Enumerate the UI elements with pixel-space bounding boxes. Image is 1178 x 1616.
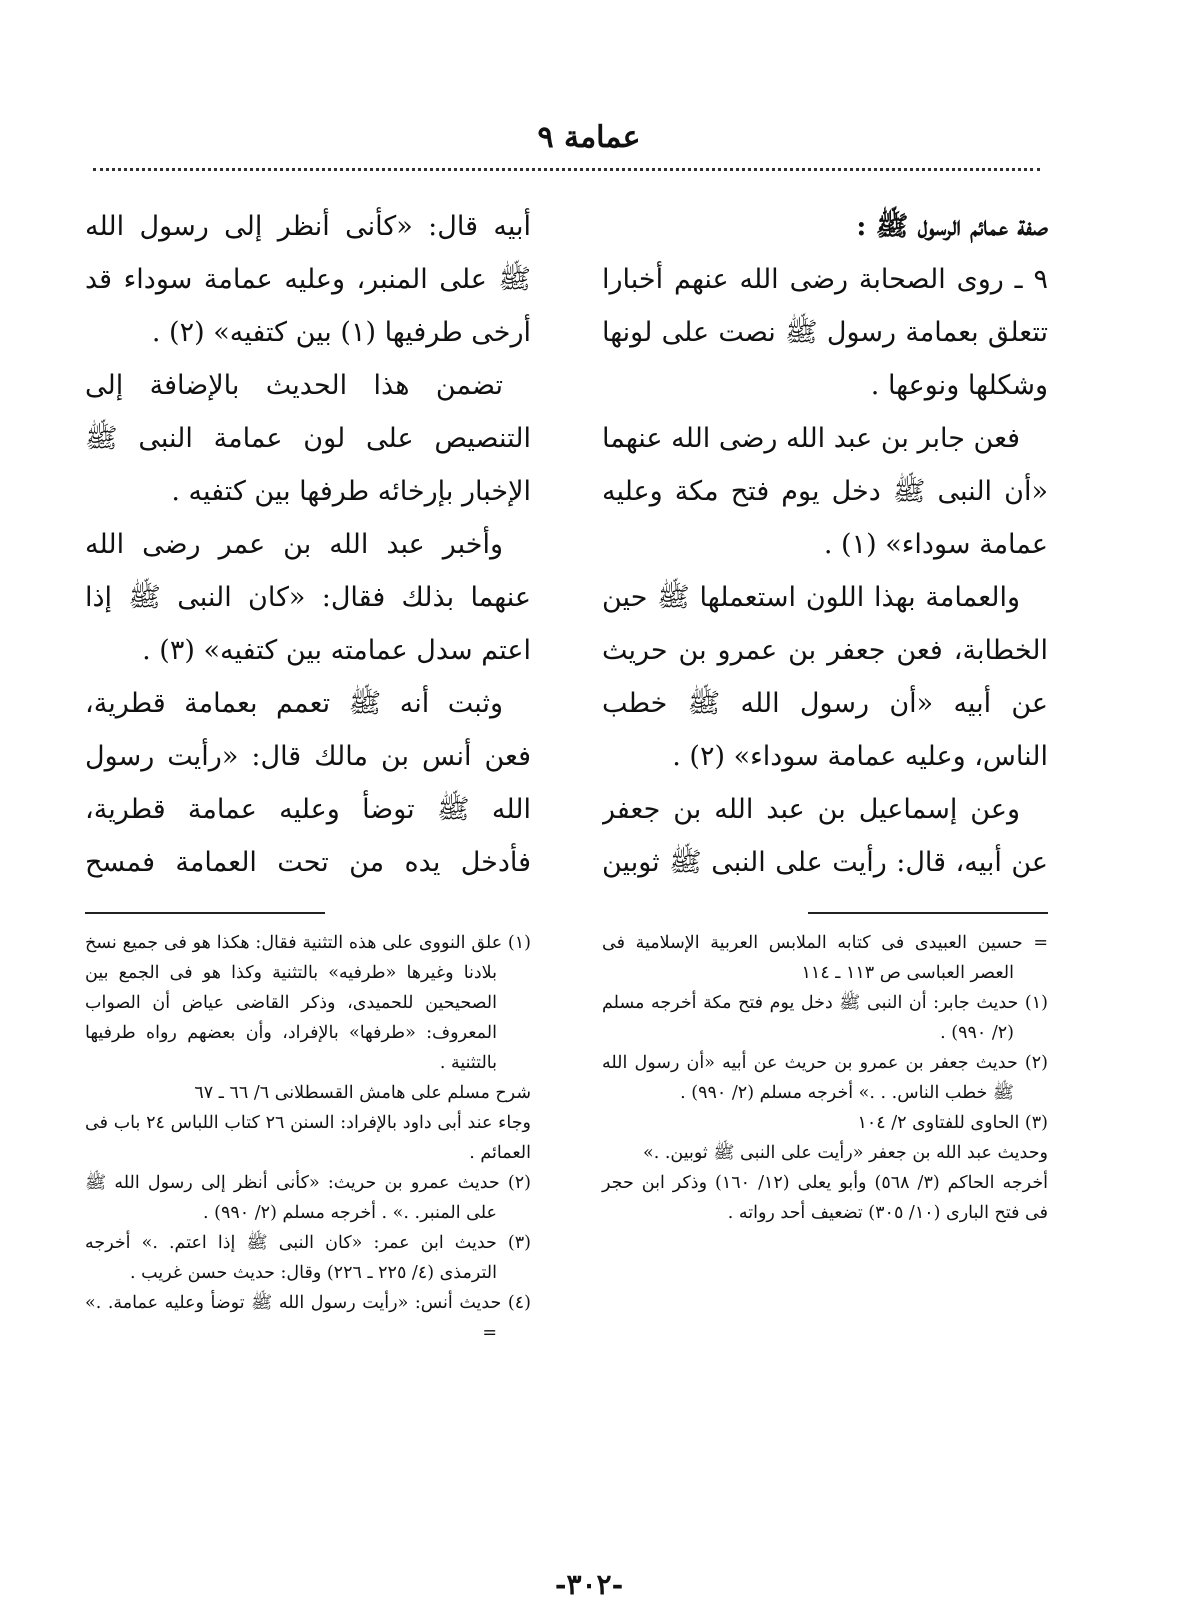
footnote: (٢) حديث جعفر بن عمرو بن حريث عن أبيه «أن رسول الله ﷺ خطب الناس. . .» أخرجه مسلم (٢/ ٩٩٠) . [602,1053,1048,1103]
right-column-body [602,200,1048,890]
left-column-body [85,200,531,890]
paragraph: وأخبر عبد الله بن عمر رضى الله عنهما بذلك فقال: «كان النبى ﷺ إذا اعتم سدل عمامته بين كتفيه» (٣) . [85,529,531,666]
paragraph: وثبت أنه ﷺ تعمم بعمامة قطرية، فعن أنس بن مالك قال: «رأيت رسول الله ﷺ توضأ وعليه عمامة قطرية، فأدخل يده من تحت العمامة فمسح [85,688,531,878]
footnote: (٣) الحاوى للفتاوى ٢/ ١٠٤ [857,1113,1048,1133]
footnote: (١) حديث جابر: أن النبى ﷺ دخل يوم فتح مكة أخرجه مسلم (٢/ ٩٩٠) . [602,993,1048,1043]
left-column [85,200,531,1348]
page-number: -٣٠٢- [554,1568,624,1601]
footnote: = حسين العبيدى فى كتابه الملابس العربية الإسلامية فى العصر العباسى ص ١١٣ ـ ١١٤ [602,933,1048,983]
paragraph: وعن إسماعيل بن عبد الله بن جعفر عن أبيه، قال: رأيت على النبى ﷺ ثوبين [602,794,1048,878]
footnote-divider [808,912,1048,914]
footnote-divider [85,912,325,914]
header-dotted-rule [93,168,1040,171]
running-head: عمامة ٩ [537,120,641,155]
footnote: (٤) حديث أنس: «رأيت رسول الله ﷺ توضأ وعليه عمامة. .» = [85,1293,531,1343]
footnote: (٣) حديث ابن عمر: «كان النبى ﷺ إذا اعتم. .» أخرجه الترمذى (٤/ ٢٢٥ ـ ٢٢٦) وقال: حديث حسن غريب . [85,1233,531,1283]
footnote: أخرجه الحاكم (٣/ ٥٦٨) وأبو يعلى (١٢/ ١٦٠) وذكر ابن حجر فى فتح البارى (١٠/ ٣٠٥) تضعيف أحد رواته . [602,1173,1048,1223]
left-footnotes [85,928,531,1348]
footnote: (١) علق النووى على هذه التثنية فقال: هكذا هو فى جميع نسخ بلادنا وغيرها «طرفيه» بالتثنية وكذا هو فى الجمع بين الصحيحين للحميدى، وذكر القاضى عياض أن الصواب المعروف: «طرفها» بالإفراد، وأن بعضهم رواه طرفيها بالتثنية . [85,933,531,1073]
paragraph: أبيه قال: «كأنى أنظر إلى رسول الله ﷺ على المنبر، وعليه عمامة سوداء قد أرخى طرفيها (١) بين كتفيه» (٢) . [85,211,531,348]
right-footnotes [602,928,1048,1228]
section-heading: صفة عمائم الرسول ﷺ : [856,211,1048,242]
paragraph: ٩ ـ روى الصحابة رضى الله عنهم أخبارا تتعلق بعمامة رسول ﷺ نصت على لونها وشكلها ونوعها . [602,264,1048,401]
footnote: شرح مسلم على هامش القسطلانى ٦/ ٦٦ ـ ٦٧ [194,1083,531,1103]
paragraph: تضمن هذا الحديث بالإضافة إلى التنصيص على لون عمامة النبى ﷺ الإخبار بإرخائه طرفها بين كتفيه . [85,370,531,507]
footnote: وحديث عبد الله بن جعفر «رأيت على النبى ﷺ ثوبين. .» [643,1143,1048,1163]
right-column [602,200,1048,1228]
paragraph: فعن جابر بن عبد الله رضى الله عنهما «أن النبى ﷺ دخل يوم فتح مكة وعليه عمامة سوداء» (١) . [602,423,1048,560]
footnote: وجاء عند أبى داود بالإفراد: السنن ٢٦ كتاب اللباس ٢٤ باب فى العمائم . [85,1113,531,1163]
footnote: (٢) حديث عمرو بن حريث: «كأنى أنظر إلى رسول الله ﷺ على المنبر. .» . أخرجه مسلم (٢/ ٩٩٠) . [85,1173,531,1223]
paragraph: والعمامة بهذا اللون استعملها ﷺ حين الخطابة، فعن جعفر بن عمرو بن حريث عن أبيه «أن رسول الله ﷺ خطب الناس، وعليه عمامة سوداء» (٢) . [602,582,1048,772]
